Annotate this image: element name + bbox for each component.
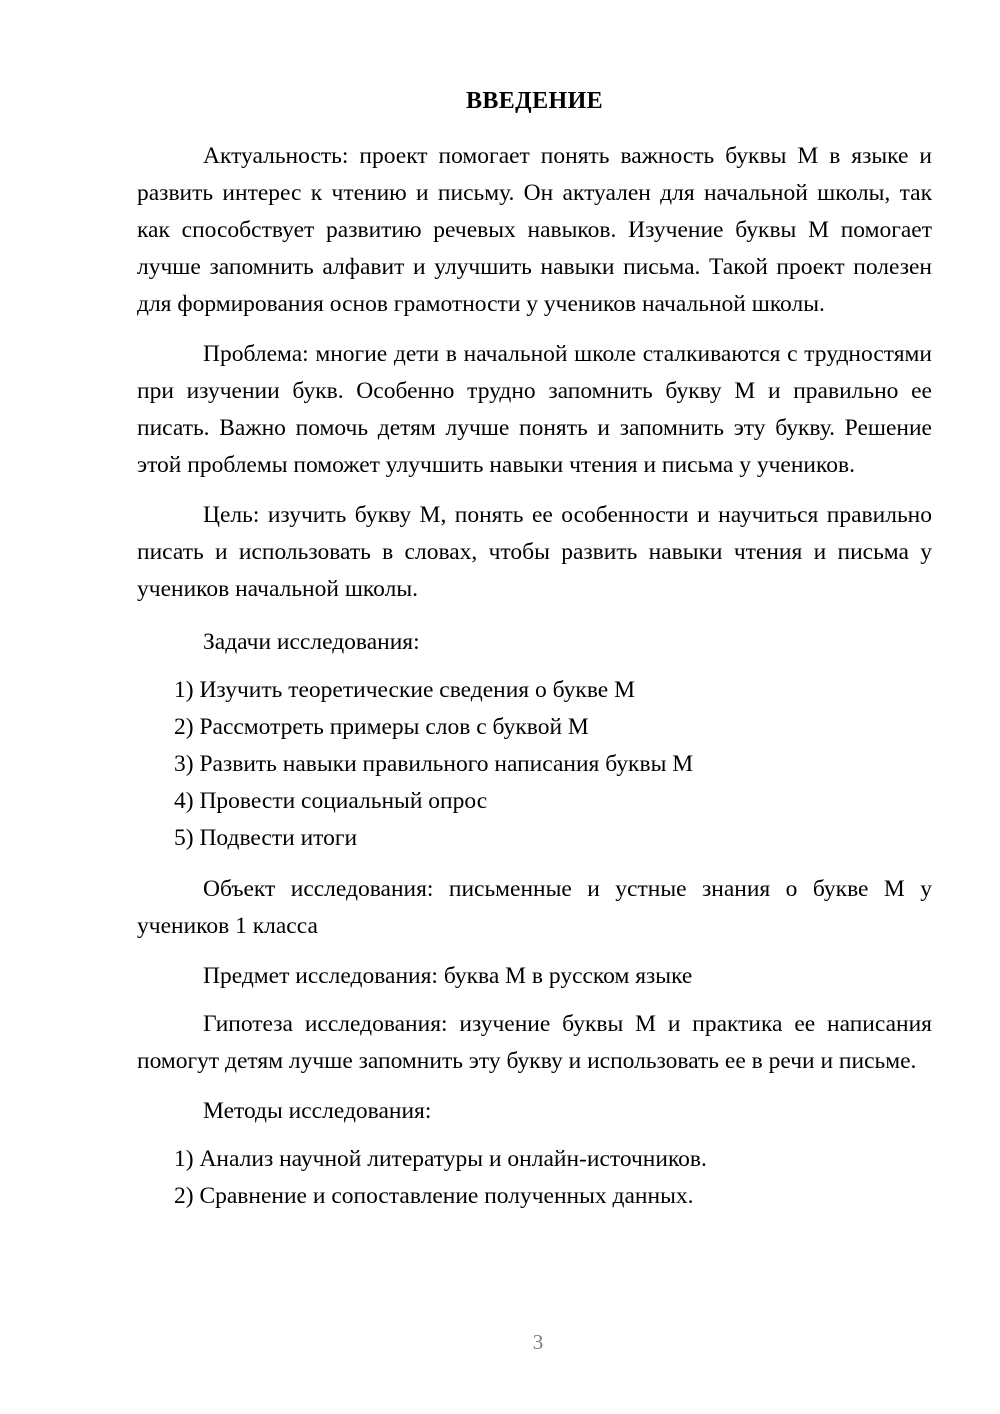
paragraph-object: Объект исследования: письменные и устные знания о букве М у учеников 1 класса	[137, 876, 932, 939]
page-number: 3	[532, 1330, 544, 1354]
document-body	[137, 86, 932, 1215]
list-item: 5) Подвести итоги	[174, 825, 358, 851]
page-title: ВВЕДЕНИЕ	[465, 88, 604, 114]
paragraph-goal: Цель: изучить букву М, понять ее особенности и научиться правильно писать и использовать в словах, чтобы развить навыки чтения и письма у учеников начальной школы.	[137, 502, 932, 602]
list-item: 2) Сравнение и сопоставление полученных данных.	[174, 1183, 694, 1209]
methods-list	[137, 1141, 932, 1215]
tasks-heading: Задачи исследования:	[203, 629, 420, 655]
methods-heading: Методы исследования:	[203, 1098, 432, 1124]
spacer	[137, 610, 932, 624]
list-item: 1) Изучить теоретические сведения о букве М	[174, 677, 636, 703]
spacer	[137, 1130, 932, 1141]
paragraph-problem: Проблема: многие дети в начальной школе сталкиваются с трудностями при изучении букв. Особенно трудно запомнить букву М и правильно ее писать. Важно помочь детям лучше понять и запомнить эту букву. Решение этой проблемы поможет улучшить навыки чтения и письма у учеников.	[137, 341, 932, 478]
spacer	[137, 857, 932, 871]
list-item: 3) Развить навыки правильного написания буквы М	[174, 751, 694, 777]
spacer	[137, 995, 932, 1006]
paragraph-relevance: Актуальность: проект помогает понять важность буквы М в языке и развить интерес к чтению и письму. Он актуален для начальной школы, так как способствует развитию речевых навыков. Изучение буквы М помогает лучше запомнить алфавит и улучшить навыки письма. Такой проект полезен для формирования основ грамотности у учеников начальной школы.	[137, 143, 932, 317]
spacer	[137, 325, 932, 336]
spacer	[137, 1082, 932, 1093]
paragraph-hypothesis: Гипотеза исследования: изучение буквы М и практика ее написания помогут детям лучше запомнить эту букву и использовать ее в речи и письме.	[137, 1011, 932, 1074]
spacer	[137, 661, 932, 672]
list-item: 2) Рассмотреть примеры слов с буквой М	[174, 714, 589, 740]
tasks-list	[137, 672, 932, 857]
list-item: 4) Провести социальный опрос	[174, 788, 488, 814]
list-item: 1) Анализ научной литературы и онлайн-источников.	[174, 1146, 707, 1172]
spacer	[137, 947, 932, 958]
paragraph-subject: Предмет исследования: буква М в русском языке	[203, 963, 693, 989]
spacer	[137, 486, 932, 497]
